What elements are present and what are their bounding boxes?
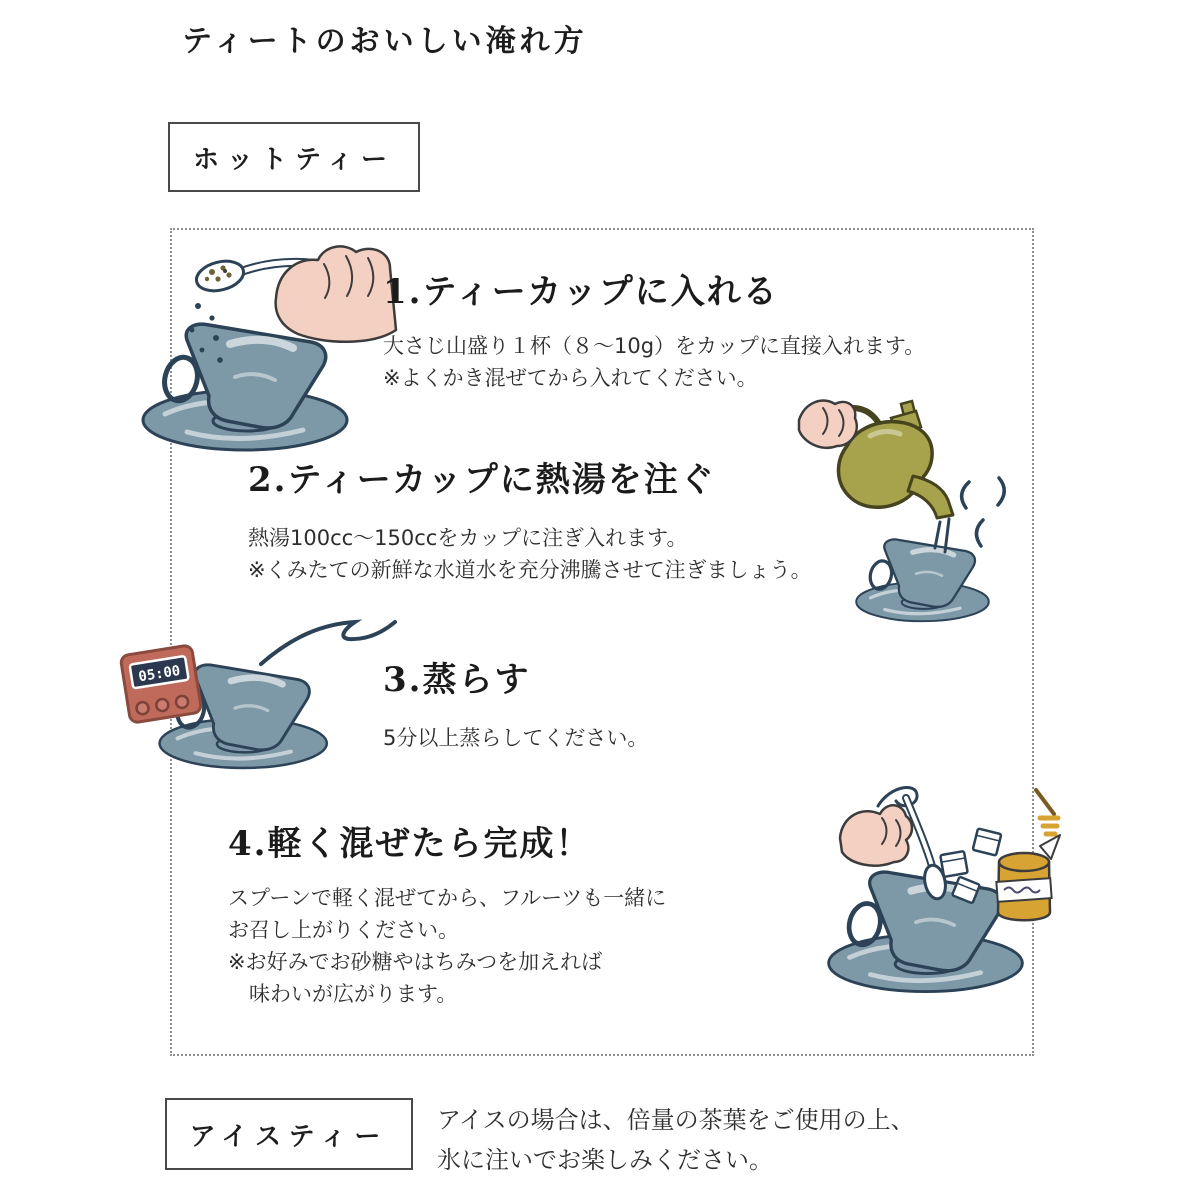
step-2-heading: 2.ティーカップに熱湯を注ぐ (248, 460, 716, 500)
tea-leaf (223, 269, 227, 273)
step-4-heading: 4.軽く混ぜたら完成！ (228, 824, 592, 864)
step-3-heading: 3.蒸らす (383, 660, 531, 700)
hand-icon (840, 805, 912, 865)
step-4 (228, 822, 666, 1010)
timer-button (155, 698, 169, 712)
kettle-pouring-illustration (785, 388, 1045, 646)
step-1-text-line: 大さじ山盛り１杯（８～10g）をカップに直接入れます。 (383, 334, 926, 358)
step-1-heading: 1.ティーカップに入れる (383, 272, 779, 312)
step-2-text-line: 熱湯100cc～150ccをカップに注ぎ入れます。 (248, 526, 688, 550)
ice-tea-note (437, 1100, 915, 1180)
tea-leaves-into-cup-illustration (128, 238, 418, 453)
step-3-text-line: 5分以上蒸らしてください。 (383, 726, 649, 750)
hot-tea-label: ホットティー (193, 144, 395, 175)
page-title: ティートのおいしい淹れ方 (182, 24, 588, 59)
step-2 (248, 458, 812, 586)
timer-button (175, 695, 189, 709)
step-4-text-line: お召し上がりください。 (228, 918, 459, 942)
timer-icon (120, 645, 202, 723)
honey-jar-icon (996, 835, 1060, 920)
jar-top (999, 853, 1049, 871)
step-3 (383, 658, 648, 754)
timer-display: 05:00 (137, 662, 182, 686)
step-2-text-line: ※くみたての新鮮な水道水を充分沸騰させて注ぎましょう。 (248, 558, 812, 582)
ice-tea-text-line: アイスの場合は、倍量の茶葉をご使用の上、 (437, 1106, 915, 1134)
steam-icon (962, 478, 1005, 546)
hot-tea-label-box (168, 122, 420, 192)
step-1-text-line: ※よくかき混ぜてから入れてください。 (383, 366, 758, 390)
kettle-spout (908, 476, 953, 518)
step-4-text-line: ※お好みでお砂糖やはちみつを加えれば (228, 950, 603, 974)
ice-tea-label: アイスティー (189, 1121, 389, 1152)
step-4-text-line: スプーンで軽く混ぜてから、フルーツも一緒に (228, 886, 667, 910)
step-1 (383, 270, 925, 394)
hand-icon (799, 401, 857, 448)
ice-tea-label-box (165, 1098, 413, 1170)
step-4-text-line: 味わいが広がります。 (228, 982, 458, 1006)
ice-tea-text-line: 氷に注いでお楽しみください。 (437, 1146, 773, 1174)
lid-swoosh-icon (261, 622, 395, 664)
timer-and-cup-illustration (103, 610, 403, 795)
stir-and-serve-illustration (778, 772, 1078, 1017)
timer-button (136, 701, 150, 715)
